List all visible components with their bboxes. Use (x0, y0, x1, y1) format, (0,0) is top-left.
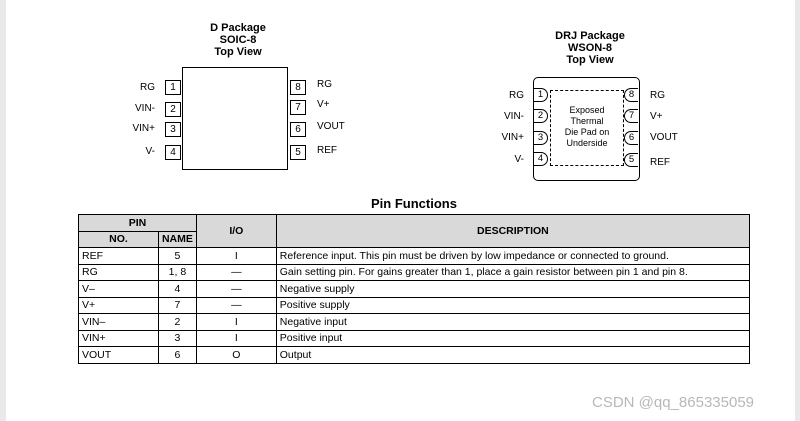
soic-pin-label: V+ (317, 99, 330, 110)
pin-no-cell: VIN– (79, 314, 159, 331)
wson-pin-label: RG (509, 90, 524, 101)
pin-io-cell: I (196, 314, 276, 331)
wson-pin-label: RG (650, 90, 665, 101)
soic-pin-number: 2 (165, 102, 181, 117)
pin-description-cell: Negative supply (276, 281, 749, 298)
pin-name-cell: 6 (158, 347, 196, 364)
pin-io-cell: I (196, 330, 276, 347)
wson-pin-number: 1 (534, 88, 548, 102)
pin-no-cell: VOUT (79, 347, 159, 364)
pin-description-cell: Negative input (276, 314, 749, 331)
pin-name-cell: 1, 8 (158, 264, 196, 281)
wson-pin-number: 4 (534, 152, 548, 166)
pin-no-cell: VIN+ (79, 330, 159, 347)
table-row (79, 264, 750, 281)
soic-pin-label: RG (317, 79, 332, 90)
pin-description-cell: Reference input. This pin must be driven by low impedance or connected to ground. (276, 248, 749, 265)
pin-no-cell: V+ (79, 297, 159, 314)
soic-pin-number: 3 (165, 122, 181, 137)
soic-title-line: SOIC-8 (219, 34, 257, 46)
wson-title-line: Top View (566, 54, 614, 66)
soic-pin-number: 6 (290, 122, 306, 137)
table-title: Pin Functions (371, 196, 457, 211)
soic-pin-number: 5 (290, 145, 306, 160)
description-header: DESCRIPTION (276, 215, 749, 248)
soic-pin-number: 7 (290, 100, 306, 115)
wson-pin-label: VIN- (504, 111, 524, 122)
name-header: NAME (158, 231, 196, 248)
pin-functions-table (78, 214, 750, 364)
watermark: CSDN @qq_865335059 (592, 394, 755, 411)
pin-name-cell: 3 (158, 330, 196, 347)
pin-io-cell: — (196, 264, 276, 281)
io-header: I/O (196, 215, 276, 248)
soic-pin-label: VIN- (135, 103, 155, 114)
table-row (79, 347, 750, 364)
wson-pin-number: 3 (534, 131, 548, 145)
pin-io-cell: — (196, 297, 276, 314)
wson-pin-label: V+ (650, 111, 663, 122)
wson-pin-label: VOUT (650, 132, 678, 143)
soic-pin-label: V- (145, 146, 155, 157)
wson-title-line: DRJ Package (555, 30, 625, 42)
wson-pin-number: 6 (624, 131, 638, 145)
soic-pin-number: 1 (165, 80, 181, 95)
table-row (79, 314, 750, 331)
wson-pad-text-line: Exposed (569, 105, 605, 115)
table-row (79, 281, 750, 298)
pin-name-cell: 7 (158, 297, 196, 314)
wson-title-line: WSON-8 (568, 42, 612, 54)
soic-pin-label: RG (140, 82, 155, 93)
wson-pin-label: REF (650, 157, 670, 168)
table-row (79, 330, 750, 347)
wson-pin-number: 5 (624, 153, 638, 167)
pin-name-cell: 2 (158, 314, 196, 331)
table-row (79, 297, 750, 314)
no-header: NO. (79, 231, 159, 248)
soic-pin-number: 8 (290, 80, 306, 95)
pin-header: PIN (79, 215, 197, 232)
soic-chip-body (182, 67, 288, 170)
wson-pin-number: 7 (624, 109, 638, 123)
pin-no-cell: V– (79, 281, 159, 298)
wson-pin-label: VIN+ (501, 132, 524, 143)
pin-description-cell: Output (276, 347, 749, 364)
wson-pad-text-line: Underside (566, 138, 608, 148)
wson-pin-number: 8 (624, 88, 638, 102)
pin-no-cell: RG (79, 264, 159, 281)
soic-title-line: D Package (210, 22, 266, 34)
table-row (79, 248, 750, 265)
soic-pin-label: VIN+ (132, 123, 155, 134)
soic-pin-number: 4 (165, 145, 181, 160)
soic-title-line: Top View (214, 46, 262, 58)
pin-io-cell: O (196, 347, 276, 364)
pin-io-cell: — (196, 281, 276, 298)
wson-pin-label: V- (514, 154, 524, 165)
pin-description-cell: Positive input (276, 330, 749, 347)
wson-pin-number: 2 (534, 109, 548, 123)
pin-io-cell: I (196, 248, 276, 265)
soic-pin-label: REF (317, 145, 337, 156)
wson-title (535, 30, 645, 66)
pin-name-cell: 4 (158, 281, 196, 298)
wson-pad-label (552, 105, 622, 149)
pin-no-cell: REF (79, 248, 159, 265)
pin-name-cell: 5 (158, 248, 196, 265)
soic-title (188, 22, 288, 58)
wson-pad-text-line: Die Pad on (564, 127, 610, 137)
pin-description-cell: Gain setting pin. For gains greater than 1, place a gain resistor between pin 1 and pin 8. (276, 264, 749, 281)
wson-pad-text-line: Thermal (570, 116, 604, 126)
pin-description-cell: Positive supply (276, 297, 749, 314)
soic-pin-label: VOUT (317, 121, 345, 132)
